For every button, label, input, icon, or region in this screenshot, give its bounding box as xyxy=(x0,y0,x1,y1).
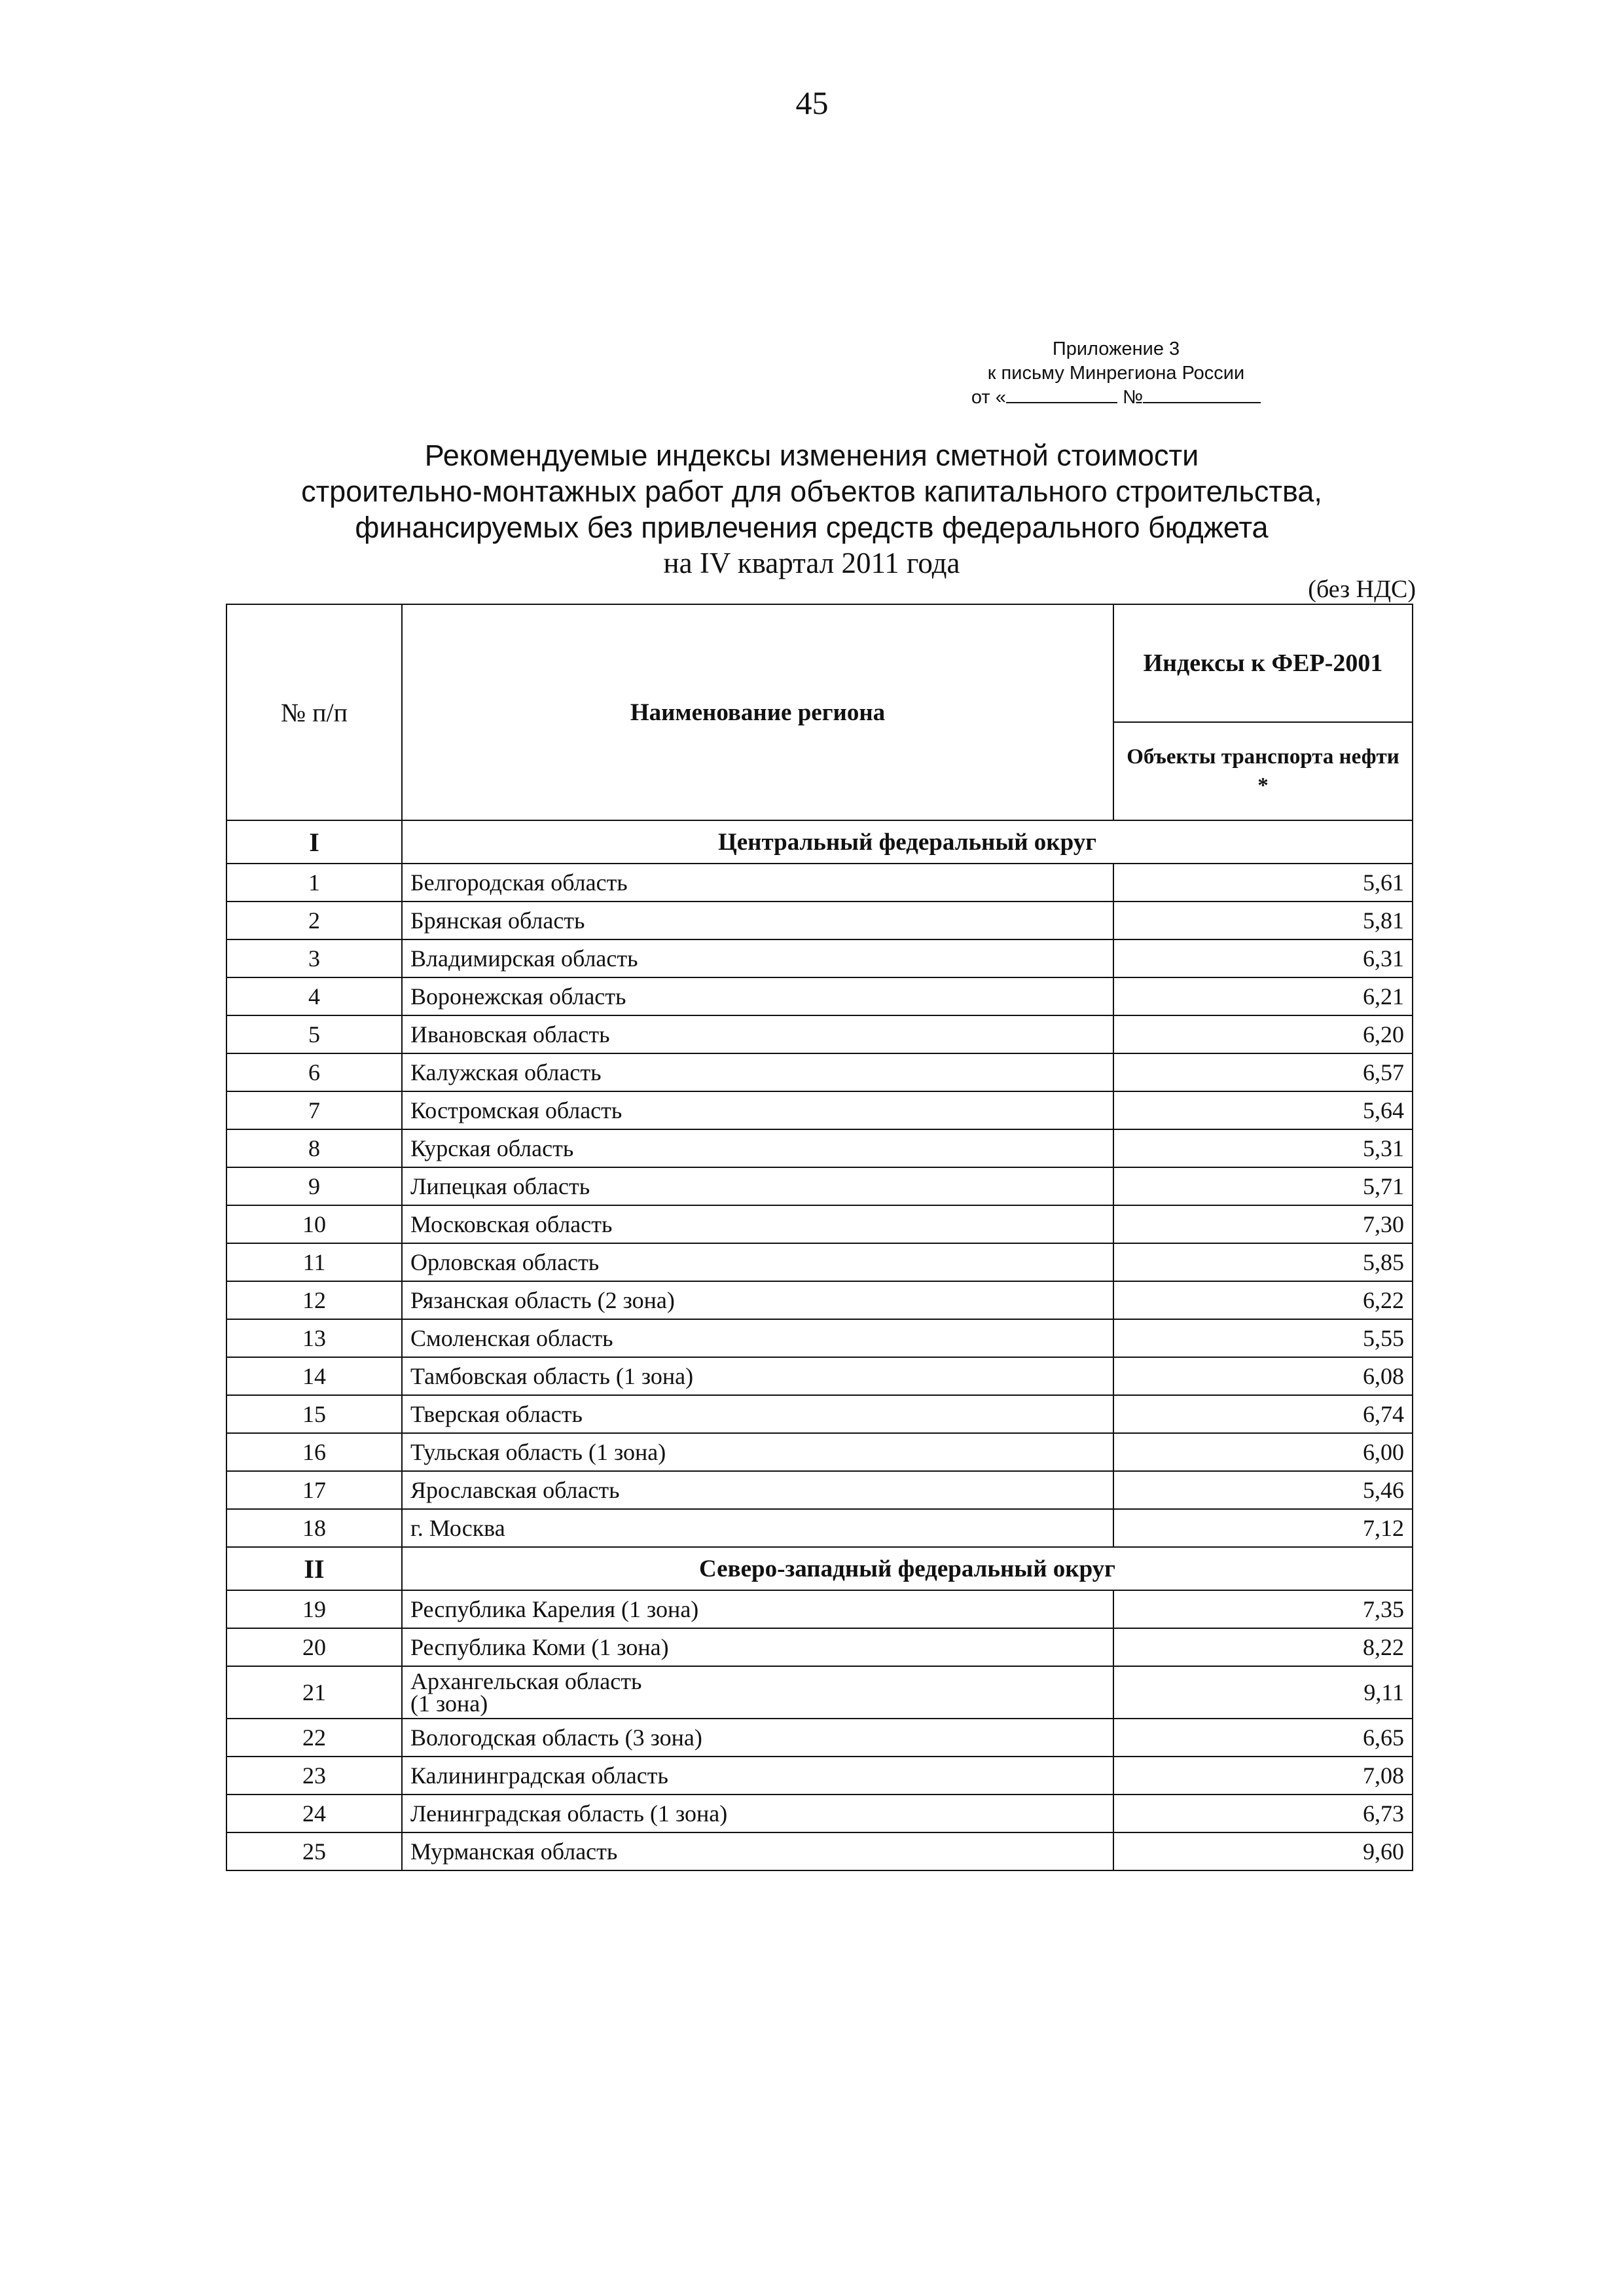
index-value: 5,55 xyxy=(1113,1319,1413,1357)
region-name: г. Москва xyxy=(402,1509,1113,1547)
region-name xyxy=(402,1666,1113,1719)
region-name: Брянская область xyxy=(402,902,1113,939)
region-name: Липецкая область xyxy=(402,1167,1113,1205)
region-name: Республика Карелия (1 зона) xyxy=(402,1590,1113,1628)
row-number: 13 xyxy=(226,1319,402,1357)
row-number: 10 xyxy=(226,1205,402,1243)
title-line-3: финансируемых без привлечения средств федерального бюджета xyxy=(355,511,1269,544)
region-name-line-1: Архангельская область xyxy=(410,1668,642,1694)
index-value: 5,46 xyxy=(1113,1471,1413,1509)
region-name: Смоленская область xyxy=(402,1319,1113,1357)
region-name: Тамбовская область (1 зона) xyxy=(402,1357,1113,1395)
appendix-note xyxy=(916,337,1316,410)
index-value: 6,00 xyxy=(1113,1433,1413,1471)
table-row xyxy=(226,902,1413,939)
index-value: 6,73 xyxy=(1113,1795,1413,1832)
region-name: Ленинградская область (1 зона) xyxy=(402,1795,1113,1832)
table-row xyxy=(226,1281,1413,1319)
vat-note: (без НДС) xyxy=(1308,575,1416,603)
title-line-2: строительно-монтажных работ для объектов капитального строительства, xyxy=(301,475,1322,508)
header-subcolumn: Объекты транспорта нефти * xyxy=(1113,722,1413,820)
region-name: Вологодская область (3 зона) xyxy=(402,1719,1113,1757)
index-value: 6,57 xyxy=(1113,1053,1413,1091)
row-number: 21 xyxy=(226,1666,402,1719)
row-number: 12 xyxy=(226,1281,402,1319)
header-number: № п/п xyxy=(226,604,402,820)
index-value: 5,81 xyxy=(1113,902,1413,939)
row-number: 24 xyxy=(226,1795,402,1832)
region-name: Владимирская область xyxy=(402,939,1113,977)
table-row xyxy=(226,1053,1413,1091)
index-value: 5,61 xyxy=(1113,864,1413,902)
row-number: 22 xyxy=(226,1719,402,1757)
header-region: Наименование региона xyxy=(402,604,1113,820)
row-number: 23 xyxy=(226,1757,402,1795)
row-number: 2 xyxy=(226,902,402,939)
row-number: 8 xyxy=(226,1129,402,1167)
number-blank xyxy=(1143,402,1261,403)
table-row xyxy=(226,1205,1413,1243)
row-number: 9 xyxy=(226,1167,402,1205)
index-value: 7,12 xyxy=(1113,1509,1413,1547)
section-row xyxy=(226,1547,1413,1590)
appendix-line-1: Приложение 3 xyxy=(1052,338,1180,359)
region-name: Воронежская область xyxy=(402,977,1113,1015)
section-numeral: II xyxy=(226,1547,402,1590)
table-row xyxy=(226,1666,1413,1719)
index-value: 6,20 xyxy=(1113,1015,1413,1053)
region-name: Мурманская область xyxy=(402,1832,1113,1870)
index-value: 5,71 xyxy=(1113,1167,1413,1205)
row-number: 4 xyxy=(226,977,402,1015)
index-value: 9,11 xyxy=(1113,1666,1413,1719)
index-value: 7,30 xyxy=(1113,1205,1413,1243)
row-number: 25 xyxy=(226,1832,402,1870)
table-row xyxy=(226,1357,1413,1395)
region-name: Тверская область xyxy=(402,1395,1113,1433)
section-name: Северо-западный федеральный округ xyxy=(402,1547,1413,1590)
row-number: 19 xyxy=(226,1590,402,1628)
appendix-line-2: к письму Минрегиона России xyxy=(987,363,1245,384)
row-number: 3 xyxy=(226,939,402,977)
row-number: 5 xyxy=(226,1015,402,1053)
index-value: 6,65 xyxy=(1113,1719,1413,1757)
region-name: Калужская область xyxy=(402,1053,1113,1091)
table-row xyxy=(226,1015,1413,1053)
region-name: Республика Коми (1 зона) xyxy=(402,1628,1113,1666)
header-index: Индексы к ФЕР-2001 xyxy=(1113,604,1413,722)
table-row xyxy=(226,1471,1413,1509)
table-row xyxy=(226,1757,1413,1795)
table-row xyxy=(226,1091,1413,1129)
table-row xyxy=(226,1167,1413,1205)
index-value: 6,21 xyxy=(1113,977,1413,1015)
appendix-number-label: № xyxy=(1122,387,1144,408)
region-name: Курская область xyxy=(402,1129,1113,1167)
index-value: 6,31 xyxy=(1113,939,1413,977)
region-name: Рязанская область (2 зона) xyxy=(402,1281,1113,1319)
page-number: 45 xyxy=(795,84,829,121)
index-value: 6,08 xyxy=(1113,1357,1413,1395)
region-name: Московская область xyxy=(402,1205,1113,1243)
region-name: Ярославская область xyxy=(402,1471,1113,1509)
index-value: 5,64 xyxy=(1113,1091,1413,1129)
table-row xyxy=(226,1719,1413,1757)
table-row xyxy=(226,1795,1413,1832)
appendix-line-3 xyxy=(916,386,1316,410)
row-number: 17 xyxy=(226,1471,402,1509)
index-value: 8,22 xyxy=(1113,1628,1413,1666)
index-value: 9,60 xyxy=(1113,1832,1413,1870)
table-row xyxy=(226,1433,1413,1471)
table-row xyxy=(226,1590,1413,1628)
row-number: 20 xyxy=(226,1628,402,1666)
region-name: Орловская область xyxy=(402,1243,1113,1281)
row-number: 14 xyxy=(226,1357,402,1395)
section-name: Центральный федеральный округ xyxy=(402,820,1413,864)
region-name: Белгородская область xyxy=(402,864,1113,902)
table-row xyxy=(226,939,1413,977)
section-row xyxy=(226,820,1413,864)
table-row xyxy=(226,1243,1413,1281)
index-value: 5,85 xyxy=(1113,1243,1413,1281)
row-number: 7 xyxy=(226,1091,402,1129)
title-line-1: Рекомендуемые индексы изменения сметной стоимости xyxy=(424,439,1199,472)
document-title xyxy=(223,437,1401,581)
index-value: 6,22 xyxy=(1113,1281,1413,1319)
table-row xyxy=(226,1832,1413,1870)
date-blank xyxy=(1006,402,1117,403)
table-row xyxy=(226,1509,1413,1547)
region-name: Ивановская область xyxy=(402,1015,1113,1053)
table-row xyxy=(226,1628,1413,1666)
index-value: 5,31 xyxy=(1113,1129,1413,1167)
table-row xyxy=(226,1395,1413,1433)
index-value: 6,74 xyxy=(1113,1395,1413,1433)
index-table xyxy=(226,604,1413,1871)
row-number: 16 xyxy=(226,1433,402,1471)
index-value: 7,35 xyxy=(1113,1590,1413,1628)
row-number: 15 xyxy=(226,1395,402,1433)
table-row xyxy=(226,1129,1413,1167)
region-name: Калининградская область xyxy=(402,1757,1113,1795)
table-body xyxy=(226,820,1413,1870)
row-number: 1 xyxy=(226,864,402,902)
row-number: 6 xyxy=(226,1053,402,1091)
row-number: 18 xyxy=(226,1509,402,1547)
region-name: Тульская область (1 зона) xyxy=(402,1433,1113,1471)
title-line-4: на IV квартал 2011 года xyxy=(663,547,960,579)
row-number: 11 xyxy=(226,1243,402,1281)
table-row xyxy=(226,977,1413,1015)
appendix-from-label: от « xyxy=(971,387,1006,408)
section-numeral: I xyxy=(226,820,402,864)
index-value: 7,08 xyxy=(1113,1757,1413,1795)
region-name-line-2: (1 зона) xyxy=(410,1690,488,1717)
table-row xyxy=(226,1319,1413,1357)
table-row xyxy=(226,864,1413,902)
region-name: Костромская область xyxy=(402,1091,1113,1129)
